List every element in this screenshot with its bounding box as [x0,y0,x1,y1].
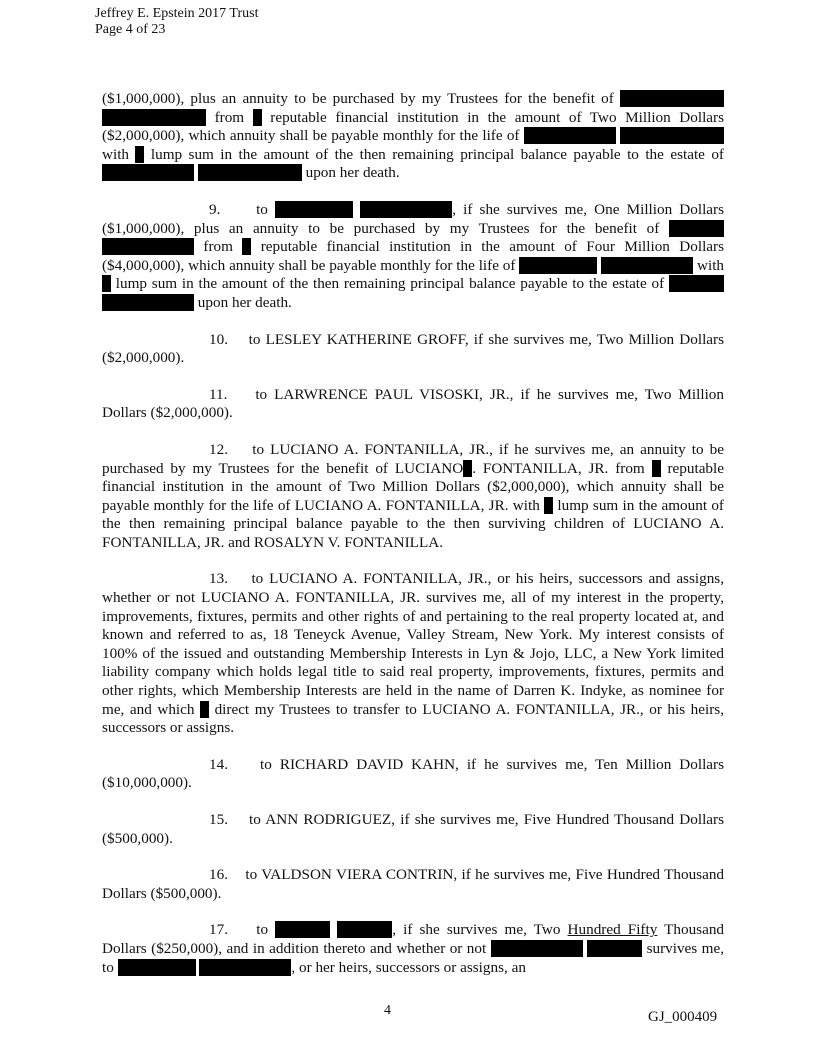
redaction-block [587,940,642,957]
redaction-block [275,921,330,938]
redaction-block [463,460,472,477]
document-header [95,6,258,38]
redaction-block [491,940,583,957]
redaction-block [242,238,251,255]
paragraph-16: 16. to VALDSON VIERA CONTRIN, if he survives me, Five Hundred Thousand Dollars ($500,000). [102,866,725,902]
paragraph-14: 14. to RICHARD DAVID KAHN, if he survives me, Ten Million Dollars ($10,000,000). [102,755,725,792]
paragraph-12: 12. to LUCIANO A. FONTANILLA, JR., if he survives me, an annuity to be purchased by my Trustees for the benefit of LUCIANO . FONTANILLA, JR. from reputable financial institution in the amount of Two Million Dollars ($2,000,000), which annuity shall be payable monthly for the life of LUCIANO A. FONTANILLA, JR. with lump sum in the amount of the then remaining principal balance payable to the then surviving children of LUCIANO A. FONTANILLA, JR. and ROSALYN V. FONTANILLA. [102,440,724,551]
redaction-block [102,164,194,181]
page-number: 4 [384,1003,391,1018]
redaction-block [102,109,206,126]
redaction-block [118,959,196,976]
redaction-block [620,90,724,107]
paragraph-number: 9. [209,200,221,218]
paragraph-number: 11. [209,385,228,403]
redaction-block [669,275,724,292]
paragraph-10: 10. to LESLEY KATHERINE GROFF, if she survives me, Two Million Dollars ($2,000,000). [102,330,725,367]
paragraph-number: 10. [209,330,228,348]
redaction-block [198,164,302,181]
redaction-block [519,257,597,274]
trust-title: Jeffrey E. Epstein 2017 Trust [95,6,259,21]
redaction-block [275,201,353,218]
redaction-block [135,146,144,163]
redaction-block [199,959,291,976]
paragraph-number: 13. [209,570,228,588]
redaction-block [200,701,209,718]
paragraph-15: 15. to ANN RODRIGUEZ, if she survives me, Five Hundred Thousand Dollars ($500,000). [102,811,725,847]
paragraph-number: 15. [209,811,228,828]
paragraph-11: 11. to LARWRENCE PAUL VISOSKI, JR., if he survives me, Two Million Dollars ($2,000,000). [102,385,724,422]
paragraph-8-continued: ($1,000,000), plus an annuity to be purchased by my Trustees for the benefit of from reputable financial institution in the amount of Two Million Dollars ($2,000,000), which annuity shall be payable monthly for the life of with lump sum in the amount of the then remaining principal balance payable to the estate of upon her death. [102,90,725,182]
paragraph-number: 12. [209,440,228,458]
paragraph-13: 13. to LUCIANO A. FONTANILLA, JR., or his heirs, successors and assigns, whether or not LUCIANO A. FONTANILLA, JR. survives me, all of my interest in the property, improvements, fixtures, permits and other rights of and pertaining to the real property located at, and known and referred to as, 18 Teneyck Avenue, Valley Stream, New York. My interest consists of 100% of the issued and outstanding Membership Interests in Lyn & Jojo, LLC, a New York limited liability company which holds legal title to said real property, improvements, fixtures, permits and other rights, which Membership Interests are held in the name of Darren K. Indyke, as nominee for me, and which direct my Trustees to transfer to LUCIANO A. FONTANILLA, JR., or his heirs, successors or assigns. [102,570,725,737]
paragraph-9: 9. to , if she survives me, One Million Dollars ($1,000,000), plus an annuity to be purchased by my Trustees for the benefit of from reputable financial institution in the amount of Four Million Dollars ($4,000,000), which annuity shall be payable monthly for the life of with lump sum in the amount of the then remaining principal balance payable to the estate of upon her death. [102,200,725,311]
document-body [102,90,724,995]
redaction-block [253,109,262,126]
paragraph-number: 17. [209,921,228,939]
redaction-block [102,238,194,255]
paragraph-number: 14. [209,755,228,773]
redaction-block [524,127,616,144]
redaction-block [102,275,111,292]
redaction-block [102,294,194,311]
redaction-block [544,497,553,514]
page-indicator: Page 4 of 23 [95,22,166,37]
paragraph-number: 16. [209,866,228,884]
redaction-block [360,201,452,218]
redaction-block [669,220,724,237]
paragraph-17: 17. to , if she survives me, Two Hundred Fifty Thousand Dollars ($250,000), and in addition thereto and whether or not survives me, to , or her heirs, successors or assigns, an [102,921,725,976]
redaction-block [601,257,693,274]
redaction-block [620,127,724,144]
bates-number: GJ_000409 [648,1009,718,1025]
redaction-block [337,921,392,938]
redaction-block [652,460,661,477]
